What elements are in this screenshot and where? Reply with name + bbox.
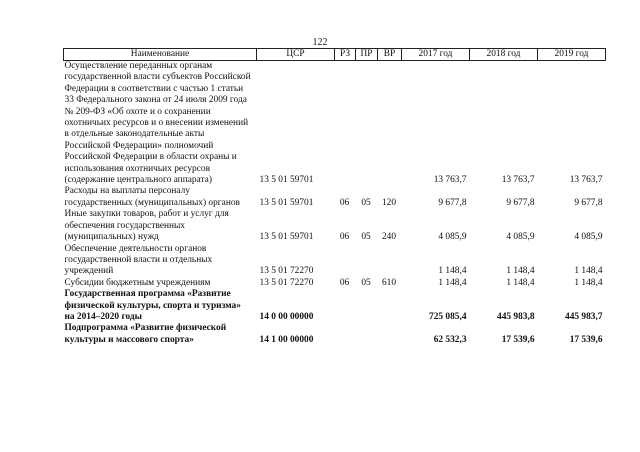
row-csr-code: 14 1 00 00000 — [259, 334, 314, 345]
row-vr-code: 610 — [381, 277, 397, 288]
row-vr-code — [378, 289, 402, 323]
row-csr-code: 13 5 01 59701 — [259, 175, 314, 186]
row-pr-code: 05 — [361, 232, 371, 243]
row-csr-code: 13 5 01 72270 — [259, 277, 314, 288]
row-vr-code: 240 — [381, 232, 397, 243]
row-vr-code — [378, 323, 402, 346]
row-amount-2017: 1 148,4 — [438, 277, 467, 288]
row-name: Субсидии бюджетным учреждениям — [64, 277, 211, 288]
row-pr-code — [356, 289, 378, 323]
header-pr: ПР — [356, 49, 378, 61]
row-amount-2018: 17 539,6 — [501, 334, 535, 345]
row-amount-2019: 13 763,7 — [569, 175, 603, 186]
row-pr-code: 05 — [361, 197, 371, 208]
row-amount-2018: 445 983,8 — [497, 311, 535, 322]
row-amount-2019: 1 148,4 — [574, 266, 603, 277]
row-rz-code: 06 — [339, 197, 350, 208]
row-rz-code: 06 — [339, 277, 350, 288]
budget-table — [63, 48, 606, 346]
row-amount-2017: 725 085,4 — [429, 311, 467, 322]
header-2018: 2018 год — [470, 49, 538, 61]
row-pr-code: 05 — [361, 277, 371, 288]
row-rz-code — [335, 244, 356, 278]
table-row — [64, 186, 606, 209]
table-row — [64, 209, 606, 243]
row-rz-code — [335, 323, 356, 346]
row-pr-code — [356, 61, 378, 187]
header-rz: РЗ — [335, 49, 356, 61]
row-amount-2017: 9 677,8 — [438, 197, 467, 208]
row-vr-code — [378, 244, 402, 278]
row-name: Обеспечение деятельности органов государственной власти и отдельных учреждений — [64, 243, 213, 277]
row-name: Государственная программа «Развитие физической культуры, спорта и туризма» на 2014–2020 годы — [64, 289, 241, 322]
row-rz-code: 06 — [339, 232, 350, 243]
table-row — [64, 289, 606, 323]
table-row — [64, 278, 606, 289]
row-csr-code: 14 0 00 00000 — [259, 311, 314, 322]
row-name: Осуществление переданных органам государственной власти субъектов Российской Федерации в соответствии с частью 1 статьи 33 Федерального закона от 24 июля 2009 года № 209-ФЗ «Об охоте и о сохранении охотничьих ресурсов и о внесении изменений в отдельные законодательные акты Российской Федерации» полномочий Российской Федерации в области охраны и использования охотничьих ресурсов (содержание центрального аппарата) — [64, 61, 251, 186]
header-name: Наименование — [64, 49, 257, 61]
row-amount-2017: 4 085,9 — [438, 232, 467, 243]
row-rz-code — [335, 61, 356, 187]
row-csr-code: 13 5 01 59701 — [259, 197, 314, 208]
table-header-row — [64, 49, 606, 61]
row-rz-code — [335, 289, 356, 323]
row-amount-2017: 13 763,7 — [433, 175, 467, 186]
table-row — [64, 244, 606, 278]
row-amount-2019: 9 677,8 — [574, 197, 603, 208]
row-amount-2019: 445 983,7 — [565, 311, 603, 322]
row-pr-code — [356, 323, 378, 346]
row-amount-2017: 62 532,3 — [433, 334, 467, 345]
row-csr-code: 13 5 01 59701 — [259, 232, 314, 243]
table-row — [64, 323, 606, 346]
row-name: Подпрограмма «Развитие физической культуры и массового спорта» — [64, 323, 227, 345]
header-csr: ЦСР — [257, 49, 335, 61]
row-amount-2019: 17 539,6 — [569, 334, 603, 345]
row-name: Расходы на выплаты персоналу государственных (муниципальных) органов — [64, 186, 240, 208]
header-2019: 2019 год — [538, 49, 606, 61]
row-amount-2018: 1 148,4 — [506, 266, 535, 277]
row-amount-2018: 4 085,9 — [506, 232, 535, 243]
row-amount-2018: 13 763,7 — [501, 175, 535, 186]
header-vr: ВР — [378, 49, 402, 61]
row-amount-2019: 4 085,9 — [574, 232, 603, 243]
row-name: Иные закупки товаров, работ и услуг для обеспечения государственных (муниципальных) нужд — [64, 209, 229, 243]
page-number: 122 — [312, 37, 328, 48]
table-row — [64, 61, 606, 187]
row-pr-code — [356, 244, 378, 278]
row-amount-2017: 1 148,4 — [438, 266, 467, 277]
row-csr-code: 13 5 01 72270 — [259, 266, 314, 277]
header-2017: 2017 год — [402, 49, 470, 61]
row-amount-2018: 1 148,4 — [506, 277, 535, 288]
row-amount-2019: 1 148,4 — [574, 277, 603, 288]
row-vr-code: 120 — [381, 197, 397, 208]
row-amount-2018: 9 677,8 — [506, 197, 535, 208]
row-vr-code — [378, 61, 402, 187]
